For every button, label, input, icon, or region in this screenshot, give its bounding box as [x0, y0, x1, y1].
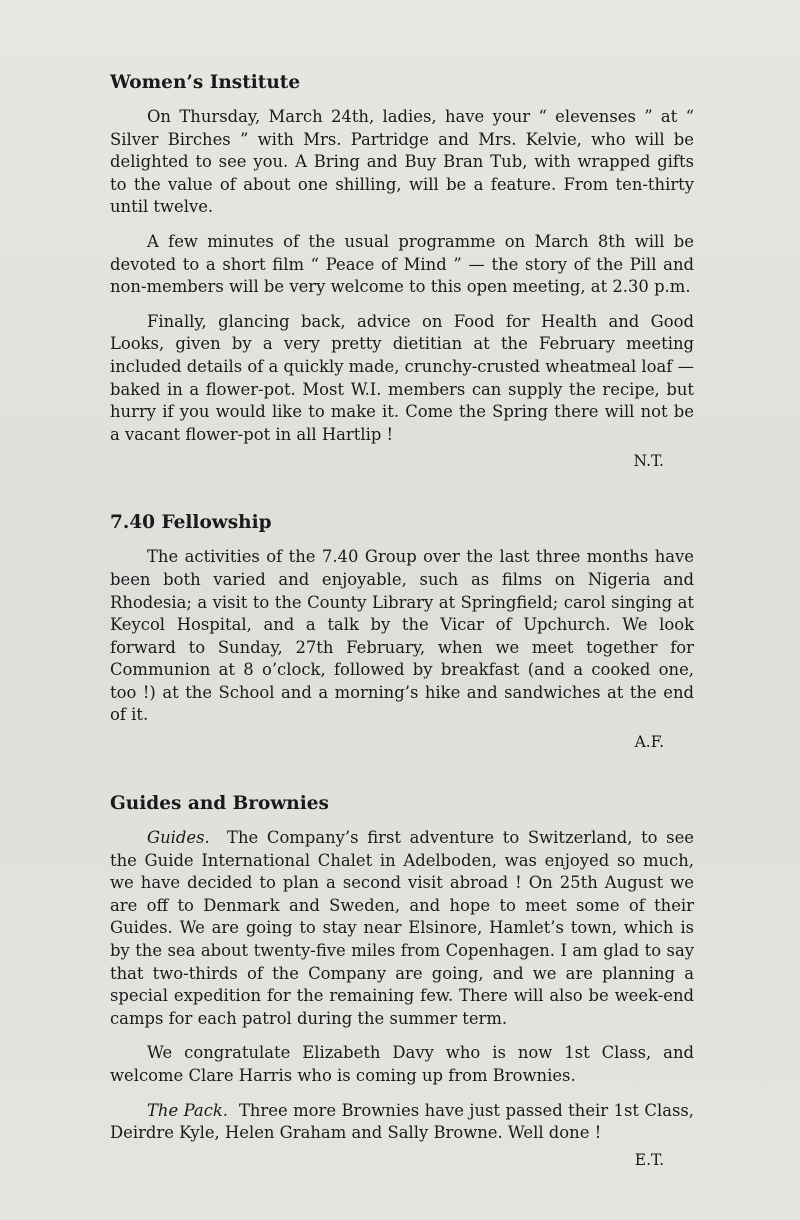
guides-text: The Company’s first adventure to Switzerland, to see the Guide International Chalet in Adelboden, was enjoyed so much, we have decided to plan a second visit abroad ! On 25th August we are off to Denmark and Sweden, and hope to meet some of their Guides. We are going to stay near Elsinore, Hamlet’s town, which is by the sea about twenty-five miles from Copenhagen. I am glad to say that two-thirds of the Company are going, and we are planning a special expedition for the remaining few. There will also be week-end camps for each patrol during the summer term.: [110, 828, 694, 1028]
section-heading: Women’s Institute: [110, 72, 301, 93]
section-heading: 7.40 Fellowship: [110, 512, 272, 534]
paragraph-congrats: We congratulate Elizabeth Davy who is now 1st Class, and welcome Clare Harris who is coming up from Brownies.: [110, 1043, 694, 1085]
section-guides-brownies: [110, 791, 694, 1171]
paragraph-pack: [110, 1100, 694, 1145]
page-content: [110, 70, 694, 1171]
paragraph-guides: [110, 827, 694, 1030]
signature: E.T.: [634, 1150, 664, 1169]
paragraph: A few minutes of the usual programme on March 8th will be devoted to a short film “ Peace of Mind ” — the story of the Pill and non-members will be very welcome to this open meeting, at 2.30 p.m.: [110, 231, 694, 297]
signature: A.F.: [634, 733, 664, 752]
section-heading: Guides and Brownies: [110, 793, 329, 815]
guides-lead: Guides.: [147, 828, 210, 848]
paragraph: Finally, glancing back, advice on Food for Health and Good Looks, given by a very pretty dietitian at the February meeting included details of a quickly made, crunchy-crusted wheatmeal loaf — baked in a flower-pot. Most W.I. members can supply the recipe, but hurry if you would like to make it. Come the Spring there will not be a vacant flower-pot in all Hartlip !: [110, 311, 694, 444]
pack-lead: The Pack.: [147, 1100, 229, 1120]
paragraph: The activities of the 7.40 Group over the last three months have been both varied and enjoyable, such as films on Nigeria and Rhodesia; a visit to the County Library at Springfield; carol singing at Keycol Hospital, and a talk by the Vicar of Upchurch. We look forward to Sunday, 27th February, when we meet together for Communion at 8 o’clock, followed by breakfast (and a cooked one, too !) at the School and a morning’s hike and sandwiches at the end of it.: [110, 547, 694, 725]
signature: N.T.: [633, 452, 664, 471]
section-fellowship: [110, 510, 694, 753]
pack-text: Three more Brownies have just passed their 1st Class, Deirdre Kyle, Helen Graham and Sally Browne. Well done !: [110, 1100, 694, 1143]
section-womens-institute: [110, 70, 694, 472]
paragraph: On Thursday, March 24th, ladies, have your “ elevenses ” at “ Silver Birches ” with Mrs. Partridge and Mrs. Kelvie, who will be delighted to see you. A Bring and Buy Bran Tub, with wrapped gifts to the value of about one shilling, will be a feature. From ten-thirty until twelve.: [110, 107, 694, 217]
